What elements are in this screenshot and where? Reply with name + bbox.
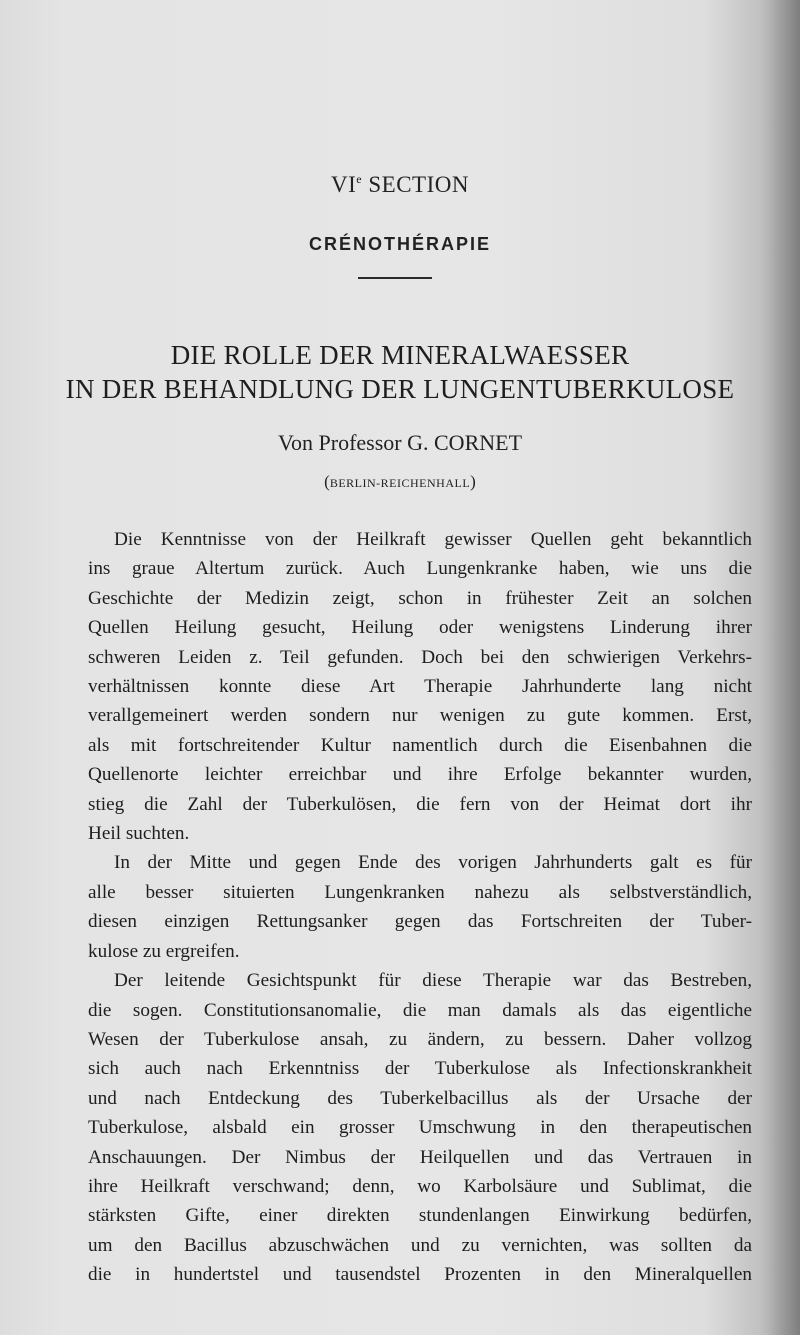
text-line: Wesen der Tuberkulose ansah, zu ändern, zu bessern. Daher vollzog: [88, 1028, 752, 1050]
text-line: Quellen Heilung gesucht, Heilung oder wenigstens Linderung ihrer: [88, 617, 752, 639]
section-subtitle: CRÉNOTHÉRAPIE: [308, 234, 491, 254]
text-line: um den Bacillus abzuschwächen und zu vernichten, was sollten da: [88, 1234, 752, 1256]
text-line: schweren Leiden z. Teil gefunden. Doch bei den schwierigen Verkehrs-: [88, 646, 752, 668]
text-line: alle besser situierten Lungenkranken nahezu als selbstverständlich,: [88, 881, 752, 903]
text-line: sich auch nach Erkenntniss der Tuberkulose als Infectionskrankheit: [88, 1058, 752, 1080]
text-line: verallgemeinert werden sondern nur wenigen zu gute kommen. Erst,: [88, 705, 752, 727]
text-line: ins graue Altertum zurück. Auch Lungenkranke haben, wie uns die: [88, 558, 752, 580]
text-line: und nach Entdeckung des Tuberkelbacillus als der Ursache der: [88, 1087, 752, 1109]
text-line: Quellenorte leichter erreichbar und ihre Erfolge bekannter wurden,: [88, 764, 752, 786]
article-title-line-2: IN DER BEHANDLUNG DER LUNGENTUBERKULOSE: [65, 374, 735, 404]
text-line: Tuberkulose, alsbald ein grosser Umschwung in den therapeutischen: [88, 1117, 752, 1139]
text-line: Geschichte der Medizin zeigt, schon in frühester Zeit an solchen: [88, 587, 752, 609]
section-word: SECTION: [368, 172, 469, 197]
text-line: als mit fortschreitender Kultur namentlich durch die Eisenbahnen die: [88, 734, 752, 756]
text-line: kulose zu ergreifen.: [88, 940, 240, 962]
article-title: [0, 338, 800, 406]
affiliation-text: BERLIN-REICHENHALL: [329, 476, 471, 490]
text-line: Heil suchten.: [88, 823, 190, 845]
text-line: stärksten Gifte, einer direkten stundenlangen Einwirkung bedürfen,: [88, 1205, 752, 1227]
section-numeral: VI: [331, 172, 357, 197]
text-line: verhältnissen konnte diese Art Therapie Jahrhunderte lang nicht: [88, 676, 752, 698]
page-edge-shadow: [760, 0, 800, 1335]
article-title-line-1: DIE ROLLE DER MINERALWAESSER: [170, 340, 630, 370]
author-line: Von Professor G. CORNET: [277, 430, 523, 455]
text-line: die sogen. Constitutionsanomalie, die man damals als das eigentliche: [88, 999, 752, 1021]
text-line: die in hundertstel und tausendstel Prozenten in den Mineralquellen: [88, 1264, 752, 1286]
text-line: Anschauungen. Der Nimbus der Heilquellen und das Vertrauen in: [88, 1146, 752, 1168]
text-line: In der Mitte und gegen Ende des vorigen Jahrhunderts galt es für: [114, 852, 752, 874]
text-line: stieg die Zahl der Tuberkulösen, die fern von der Heimat dort ihr: [88, 793, 752, 815]
text-line: Der leitende Gesichtspunkt für diese Therapie war das Bestreben,: [114, 970, 752, 992]
affiliation-open-paren: (: [324, 472, 330, 491]
section-superscript: e: [356, 172, 363, 186]
text-line: diesen einzigen Rettungsanker gegen das Fortschreiten der Tuber-: [88, 911, 752, 933]
section-heading: [0, 172, 800, 198]
title-divider: [358, 277, 432, 279]
affiliation-close-paren: ): [470, 472, 476, 491]
body-text: [88, 525, 752, 1290]
text-line: ihre Heilkraft verschwand; denn, wo Karbolsäure und Sublimat, die: [88, 1175, 752, 1197]
author-affiliation: [0, 472, 800, 492]
text-line: Die Kenntnisse von der Heilkraft gewisser Quellen geht bekanntlich: [114, 529, 752, 550]
